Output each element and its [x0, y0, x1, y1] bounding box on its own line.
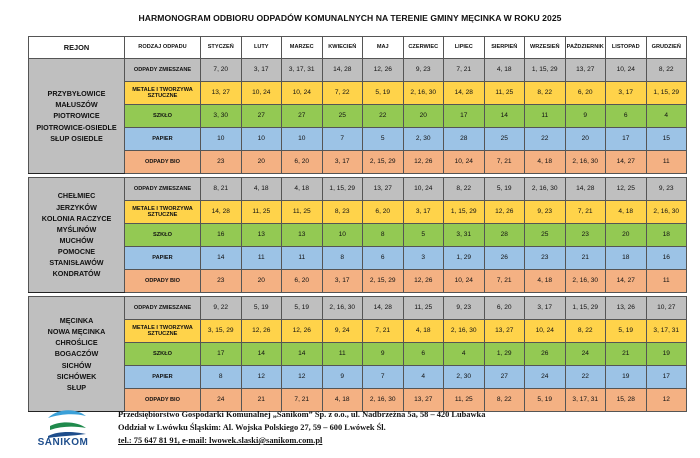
pickup-dates-cell: 9, 23 — [646, 178, 687, 201]
pickup-dates-cell: 16 — [646, 247, 687, 270]
pickup-dates-cell: 20 — [565, 128, 606, 151]
pickup-dates-cell: 3, 17 — [525, 297, 566, 320]
pickup-dates-cell: 3 — [403, 247, 444, 270]
pickup-dates-cell: 6, 20 — [363, 201, 404, 224]
page-title: HARMONOGRAM ODBIORU ODPADÓW KOMUNALNYCH NA TERENIE GMINY MĘCINKA W ROKU 2025 — [138, 13, 562, 23]
waste-type-label: PAPIER — [125, 128, 201, 151]
table-row — [29, 82, 687, 105]
pickup-dates-cell: 8, 22 — [646, 59, 687, 82]
pickup-dates-cell: 27 — [241, 105, 282, 128]
pickup-dates-cell: 10, 24 — [282, 82, 323, 105]
header-month: SIERPIEŃ — [484, 37, 525, 59]
pickup-dates-cell: 13, 27 — [403, 389, 444, 412]
pickup-dates-cell: 2, 16, 30 — [403, 82, 444, 105]
pickup-dates-cell: 10, 24 — [444, 151, 485, 174]
waste-type-label: METALE I TWORZYWA SZTUCZNE — [125, 82, 201, 105]
pickup-dates-cell: 10 — [282, 128, 323, 151]
pickup-dates-cell: 2, 16, 30 — [525, 178, 566, 201]
table-row — [29, 224, 687, 247]
pickup-dates-cell: 24 — [201, 389, 242, 412]
pickup-dates-cell: 23 — [565, 224, 606, 247]
region-name: POMOCNE — [57, 247, 96, 257]
pickup-dates-cell: 1, 15, 29 — [525, 59, 566, 82]
pickup-dates-cell: 10 — [322, 224, 363, 247]
pickup-dates-cell: 4 — [403, 366, 444, 389]
pickup-dates-cell: 14, 28 — [444, 82, 485, 105]
pickup-dates-cell: 12, 26 — [403, 151, 444, 174]
region-name: PRZYBYŁOWICE — [47, 89, 106, 99]
pickup-dates-cell: 5 — [403, 224, 444, 247]
waste-type-label: PAPIER — [125, 366, 201, 389]
pickup-dates-cell: 21 — [606, 343, 647, 366]
pickup-dates-cell: 11, 25 — [282, 201, 323, 224]
pickup-dates-cell: 1, 15, 29 — [444, 201, 485, 224]
header-month: MARZEC — [282, 37, 323, 59]
pickup-dates-cell: 3, 17, 31 — [565, 389, 606, 412]
pickup-dates-cell: 13 — [241, 224, 282, 247]
pickup-dates-cell: 1, 29 — [444, 247, 485, 270]
region-name: KOLONIA RACZYCE — [41, 213, 112, 223]
pickup-dates-cell: 14, 28 — [322, 59, 363, 82]
pickup-dates-cell: 16 — [201, 224, 242, 247]
pickup-dates-cell: 8 — [322, 247, 363, 270]
pickup-dates-cell: 10 — [201, 128, 242, 151]
pickup-dates-cell: 7, 21 — [484, 270, 525, 293]
pickup-dates-cell: 3, 17, 31 — [646, 320, 687, 343]
waste-type-label: ODPADY BIO — [125, 151, 201, 174]
header-month: WRZESIEŃ — [525, 37, 566, 59]
pickup-dates-cell: 8, 21 — [201, 178, 242, 201]
pickup-dates-cell: 9, 23 — [525, 201, 566, 224]
pickup-dates-cell: 18 — [646, 224, 687, 247]
pickup-dates-cell: 10, 27 — [646, 297, 687, 320]
pickup-dates-cell: 5, 19 — [363, 82, 404, 105]
pickup-dates-cell: 24 — [525, 366, 566, 389]
region-cell — [29, 178, 125, 293]
pickup-dates-cell: 8 — [201, 366, 242, 389]
pickup-dates-cell: 5, 19 — [241, 297, 282, 320]
header-month: LUTY — [241, 37, 282, 59]
pickup-dates-cell: 8, 22 — [444, 178, 485, 201]
pickup-dates-cell: 19 — [606, 366, 647, 389]
pickup-dates-cell: 19 — [646, 343, 687, 366]
schedule-table — [28, 36, 687, 412]
table-row — [29, 270, 687, 293]
pickup-dates-cell: 17 — [606, 128, 647, 151]
pickup-dates-cell: 11 — [525, 105, 566, 128]
header-row — [29, 37, 687, 59]
table-row — [29, 178, 687, 201]
pickup-dates-cell: 27 — [282, 105, 323, 128]
waste-type-label: SZKŁO — [125, 343, 201, 366]
pickup-dates-cell: 13, 27 — [363, 178, 404, 201]
pickup-dates-cell: 7, 20 — [201, 59, 242, 82]
pickup-dates-cell: 4, 18 — [241, 178, 282, 201]
pickup-dates-cell: 8, 23 — [322, 201, 363, 224]
pickup-dates-cell: 28 — [444, 128, 485, 151]
waste-type-label: SZKŁO — [125, 224, 201, 247]
pickup-dates-cell: 13 — [282, 224, 323, 247]
pickup-dates-cell: 12, 26 — [282, 320, 323, 343]
pickup-dates-cell: 9 — [363, 343, 404, 366]
pickup-dates-cell: 3, 31 — [444, 224, 485, 247]
waste-type-label: PAPIER — [125, 247, 201, 270]
pickup-dates-cell: 13, 27 — [484, 320, 525, 343]
pickup-dates-cell: 10, 24 — [403, 178, 444, 201]
region-name: MYŚLINÓW — [56, 224, 97, 234]
pickup-dates-cell: 5, 19 — [525, 389, 566, 412]
region-name: CHROŚLICE — [55, 338, 98, 348]
pickup-dates-cell: 26 — [484, 247, 525, 270]
table-row — [29, 128, 687, 151]
waste-type-label: ODPADY ZMIESZANE — [125, 297, 201, 320]
pickup-dates-cell: 7, 21 — [444, 59, 485, 82]
pickup-dates-cell: 12 — [282, 366, 323, 389]
region-name: PIOTROWICE-OSIEDLE — [36, 122, 117, 132]
pickup-dates-cell: 2, 30 — [444, 366, 485, 389]
waste-type-label: ODPADY BIO — [125, 270, 201, 293]
pickup-dates-cell: 22 — [525, 128, 566, 151]
pickup-dates-cell: 1, 15, 29 — [565, 297, 606, 320]
footer-company: Przedsiębiorstwo Gospodarki Komunalnej „Sanikom” Sp. z o.o., ul. Nadbrzeżna 5a, 58 – 420 Lubawka — [118, 410, 486, 419]
region-name: MĘCINKA — [59, 315, 94, 325]
pickup-dates-cell: 9, 24 — [322, 320, 363, 343]
pickup-dates-cell: 12, 26 — [484, 201, 525, 224]
pickup-dates-cell: 14 — [484, 105, 525, 128]
pickup-dates-cell: 20 — [241, 270, 282, 293]
region-name: NOWA MĘCINKA — [47, 327, 106, 337]
waste-type-label: ODPADY ZMIESZANE — [125, 59, 201, 82]
pickup-dates-cell: 23 — [201, 270, 242, 293]
pickup-dates-cell: 20 — [241, 151, 282, 174]
pickup-dates-cell: 14, 28 — [363, 297, 404, 320]
pickup-dates-cell: 1, 15, 29 — [322, 178, 363, 201]
pickup-dates-cell: 6, 20 — [565, 82, 606, 105]
pickup-dates-cell: 4 — [646, 105, 687, 128]
pickup-dates-cell: 5, 19 — [484, 178, 525, 201]
header-month: LIPIEC — [444, 37, 485, 59]
pickup-dates-cell: 11, 25 — [444, 389, 485, 412]
pickup-dates-cell: 17 — [646, 366, 687, 389]
pickup-dates-cell: 26 — [525, 343, 566, 366]
pickup-dates-cell: 8 — [363, 224, 404, 247]
pickup-dates-cell: 1, 15, 29 — [646, 82, 687, 105]
pickup-dates-cell: 6, 20 — [484, 297, 525, 320]
footer-contact[interactable]: tel.: 75 647 81 91, e-mail: lwowek.slaski@sanikom.com.pl — [118, 436, 323, 445]
pickup-dates-cell: 11, 25 — [403, 297, 444, 320]
pickup-dates-cell: 3, 17 — [606, 82, 647, 105]
pickup-dates-cell: 3, 15, 29 — [201, 320, 242, 343]
pickup-dates-cell: 2, 16, 30 — [322, 297, 363, 320]
region-name: KONDRATÓW — [52, 269, 101, 279]
pickup-dates-cell: 11 — [646, 151, 687, 174]
pickup-dates-cell: 3, 17 — [322, 151, 363, 174]
pickup-dates-cell: 7, 22 — [322, 82, 363, 105]
region-name: SŁUP OSIEDLE — [50, 133, 103, 143]
pickup-dates-cell: 4, 18 — [282, 178, 323, 201]
pickup-dates-cell: 14 — [201, 247, 242, 270]
pickup-dates-cell: 23 — [201, 151, 242, 174]
header-month: PAŹDZIERNIK — [565, 37, 606, 59]
pickup-dates-cell: 4, 18 — [322, 389, 363, 412]
logo-text: SANIKOM — [37, 437, 89, 448]
pickup-dates-cell: 20 — [606, 224, 647, 247]
table-row — [29, 105, 687, 128]
table-row — [29, 320, 687, 343]
region-name: SICHÓW — [61, 360, 92, 370]
pickup-dates-cell: 8, 22 — [565, 320, 606, 343]
pickup-dates-cell: 9, 22 — [201, 297, 242, 320]
pickup-dates-cell: 14, 27 — [606, 151, 647, 174]
pickup-dates-cell: 2, 16, 30 — [565, 151, 606, 174]
pickup-dates-cell: 11 — [241, 247, 282, 270]
region-name: CHEŁMIEC — [57, 191, 96, 201]
pickup-dates-cell: 15, 28 — [606, 389, 647, 412]
pickup-dates-cell: 7, 21 — [484, 151, 525, 174]
pickup-dates-cell: 11, 25 — [484, 82, 525, 105]
pickup-dates-cell: 3, 17 — [403, 201, 444, 224]
pickup-dates-cell: 4 — [444, 343, 485, 366]
region-cell — [29, 297, 125, 412]
pickup-dates-cell: 6, 20 — [282, 270, 323, 293]
pickup-dates-cell: 9, 23 — [403, 59, 444, 82]
waste-type-label: METALE I TWORZYWA SZTUCZNE — [125, 201, 201, 224]
pickup-dates-cell: 3, 17 — [322, 270, 363, 293]
header-waste-type: RODZAJ ODPADU — [125, 37, 201, 59]
table-row — [29, 151, 687, 174]
pickup-dates-cell: 14, 27 — [606, 270, 647, 293]
pickup-dates-cell: 7, 21 — [282, 389, 323, 412]
pickup-dates-cell: 3, 17 — [241, 59, 282, 82]
pickup-dates-cell: 2, 16, 30 — [565, 270, 606, 293]
region-name: SŁUP — [66, 382, 87, 392]
pickup-dates-cell: 23 — [525, 247, 566, 270]
header-month: LISTOPAD — [606, 37, 647, 59]
header-region: REJON — [29, 37, 125, 59]
pickup-dates-cell: 25 — [484, 128, 525, 151]
pickup-dates-cell: 6 — [606, 105, 647, 128]
pickup-dates-cell: 4, 18 — [484, 59, 525, 82]
pickup-dates-cell: 2, 15, 29 — [363, 151, 404, 174]
pickup-dates-cell: 12, 25 — [606, 178, 647, 201]
pickup-dates-cell: 20 — [403, 105, 444, 128]
pickup-dates-cell: 12 — [241, 366, 282, 389]
pickup-dates-cell: 3, 30 — [201, 105, 242, 128]
pickup-dates-cell: 27 — [484, 366, 525, 389]
pickup-dates-cell: 11 — [322, 343, 363, 366]
pickup-dates-cell: 9 — [322, 366, 363, 389]
pickup-dates-cell: 18 — [606, 247, 647, 270]
pickup-dates-cell: 5, 19 — [606, 320, 647, 343]
pickup-dates-cell: 10, 24 — [525, 320, 566, 343]
header-month: MAJ — [363, 37, 404, 59]
pickup-dates-cell: 17 — [444, 105, 485, 128]
pickup-dates-cell: 2, 15, 29 — [363, 270, 404, 293]
pickup-dates-cell: 21 — [241, 389, 282, 412]
pickup-dates-cell: 3, 17, 31 — [282, 59, 323, 82]
pickup-dates-cell: 4, 18 — [525, 270, 566, 293]
pickup-dates-cell: 12 — [646, 389, 687, 412]
pickup-dates-cell: 4, 18 — [525, 151, 566, 174]
pickup-dates-cell: 7, 21 — [565, 201, 606, 224]
header-month: GRUDZIEŃ — [646, 37, 687, 59]
pickup-dates-cell: 10, 24 — [606, 59, 647, 82]
pickup-dates-cell: 2, 16, 30 — [363, 389, 404, 412]
pickup-dates-cell: 12, 26 — [363, 59, 404, 82]
pickup-dates-cell: 15 — [646, 128, 687, 151]
pickup-dates-cell: 14, 28 — [201, 201, 242, 224]
pickup-dates-cell: 13, 26 — [606, 297, 647, 320]
pickup-dates-cell: 11, 25 — [241, 201, 282, 224]
pickup-dates-cell: 8, 22 — [484, 389, 525, 412]
pickup-dates-cell: 7, 21 — [363, 320, 404, 343]
pickup-dates-cell: 13, 27 — [565, 59, 606, 82]
pickup-dates-cell: 9, 23 — [444, 297, 485, 320]
pickup-dates-cell: 21 — [565, 247, 606, 270]
pickup-dates-cell: 2, 16, 30 — [444, 320, 485, 343]
pickup-dates-cell: 5, 19 — [282, 297, 323, 320]
waste-type-label: ODPADY BIO — [125, 389, 201, 412]
pickup-dates-cell: 22 — [565, 366, 606, 389]
pickup-dates-cell: 25 — [322, 105, 363, 128]
pickup-dates-cell: 2, 30 — [403, 128, 444, 151]
pickup-dates-cell: 10, 24 — [444, 270, 485, 293]
pickup-dates-cell: 12, 26 — [241, 320, 282, 343]
pickup-dates-cell: 11 — [282, 247, 323, 270]
region-name: SICHÓWEK — [56, 371, 97, 381]
pickup-dates-cell: 2, 16, 30 — [646, 201, 687, 224]
pickup-dates-cell: 10, 24 — [241, 82, 282, 105]
pickup-dates-cell: 4, 18 — [606, 201, 647, 224]
pickup-dates-cell: 25 — [525, 224, 566, 247]
pickup-dates-cell: 9 — [565, 105, 606, 128]
pickup-dates-cell: 10 — [241, 128, 282, 151]
table-row — [29, 59, 687, 82]
pickup-dates-cell: 12, 26 — [403, 270, 444, 293]
pickup-dates-cell: 24 — [565, 343, 606, 366]
waste-type-label: SZKŁO — [125, 105, 201, 128]
pickup-dates-cell: 1, 29 — [484, 343, 525, 366]
pickup-dates-cell: 28 — [484, 224, 525, 247]
region-name: PIOTROWICE — [53, 111, 100, 121]
pickup-dates-cell: 6 — [403, 343, 444, 366]
pickup-dates-cell: 11 — [646, 270, 687, 293]
pickup-dates-cell: 4, 18 — [403, 320, 444, 343]
pickup-dates-cell: 14, 28 — [565, 178, 606, 201]
pickup-dates-cell: 14 — [241, 343, 282, 366]
footer — [118, 408, 485, 447]
pickup-dates-cell: 14 — [282, 343, 323, 366]
table-row — [29, 201, 687, 224]
region-name: BOGACZÓW — [54, 349, 99, 359]
pickup-dates-cell: 7 — [363, 366, 404, 389]
pickup-dates-cell: 8, 22 — [525, 82, 566, 105]
pickup-dates-cell: 6, 20 — [282, 151, 323, 174]
header-month: CZERWIEC — [403, 37, 444, 59]
region-name: MUCHÓW — [59, 236, 94, 245]
region-cell — [29, 59, 125, 174]
pickup-dates-cell: 6 — [363, 247, 404, 270]
table-row — [29, 366, 687, 389]
pickup-dates-cell: 13, 27 — [201, 82, 242, 105]
pickup-dates-cell: 7 — [322, 128, 363, 151]
table-row — [29, 247, 687, 270]
waste-type-label: ODPADY ZMIESZANE — [125, 178, 201, 201]
header-month: KWIECIEŃ — [322, 37, 363, 59]
pickup-dates-cell: 5 — [363, 128, 404, 151]
pickup-dates-cell: 22 — [363, 105, 404, 128]
header-month: STYCZEŃ — [201, 37, 242, 59]
region-name: STANISŁAWÓW — [49, 258, 104, 268]
table-row — [29, 297, 687, 320]
table-row — [29, 343, 687, 366]
region-name: MAŁUSZÓW — [55, 100, 98, 110]
footer-branch: Oddział w Lwówku Śląskim: Al. Wojska Polskiego 27, 59 – 600 Lwówek Śl. — [118, 423, 386, 432]
waste-type-label: METALE I TWORZYWA SZTUCZNE — [125, 320, 201, 343]
pickup-dates-cell: 17 — [201, 343, 242, 366]
region-name: JERZYKÓW — [56, 202, 97, 212]
